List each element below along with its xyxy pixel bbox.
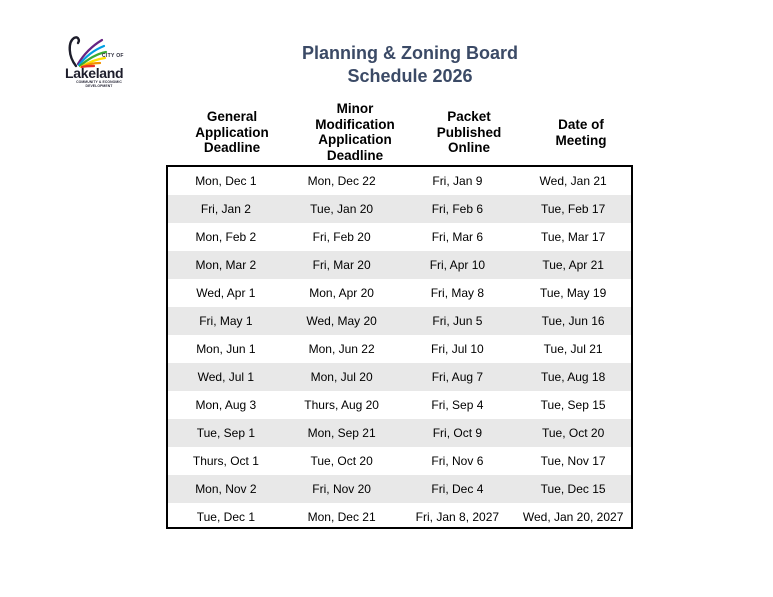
column-header-line: Minor <box>336 101 374 116</box>
table-cell: Tue, May 19 <box>539 286 607 300</box>
table-cell: Fri, Feb 20 <box>312 230 371 244</box>
column-header-line: Meeting <box>555 132 607 148</box>
table-cell: Tue, Feb 17 <box>540 202 606 216</box>
table-cell: Wed, Jul 1 <box>197 370 255 384</box>
table-row <box>168 419 631 447</box>
table-cell: Fri, Jan 2 <box>200 202 251 216</box>
table-cell: Tue, Aug 18 <box>540 370 606 384</box>
column-header-date-of-meeting <box>522 117 640 148</box>
table-cell: Fri, Mar 6 <box>431 230 484 244</box>
table-cell: Tue, Jul 21 <box>543 342 603 356</box>
column-header-line: Packet <box>447 109 491 124</box>
table-row <box>168 475 631 503</box>
table-cell: Wed, Apr 1 <box>196 286 256 300</box>
table-cell: Mon, Dec 21 <box>307 510 376 524</box>
column-header-line: Deadline <box>203 140 261 155</box>
logo-wordmark: Lakeland <box>65 65 124 81</box>
table-cell: Tue, Sep 15 <box>540 398 606 412</box>
table-row <box>168 279 631 307</box>
table-cell: Tue, Apr 21 <box>542 258 604 272</box>
table-cell: Fri, Jun 5 <box>432 314 483 328</box>
page-subtitle: Schedule 2026 <box>347 66 473 86</box>
page-title: Planning & Zoning Board <box>302 43 518 63</box>
table-cell: Mon, Dec 22 <box>307 174 376 188</box>
table-row <box>168 195 631 223</box>
table-cell: Fri, Mar 20 <box>312 258 371 272</box>
table-cell: Fri, Dec 4 <box>431 482 484 496</box>
table-cell: Mon, Jun 1 <box>196 342 256 356</box>
table-row <box>168 363 631 391</box>
table-cell: Thurs, Aug 20 <box>304 398 379 412</box>
column-header-line: Modification <box>315 116 395 132</box>
table-cell: Tue, Oct 20 <box>310 454 373 468</box>
table-cell: Mon, Mar 2 <box>195 258 257 272</box>
table-cell: Tue, Sep 1 <box>196 426 255 440</box>
table-cell: Tue, Dec 1 <box>196 510 255 524</box>
table-cell: Fri, Oct 9 <box>432 426 483 440</box>
table-cell: Fri, Feb 6 <box>431 202 484 216</box>
table-cell: Tue, Oct 20 <box>542 426 605 440</box>
table-cell: Wed, Jan 20, 2027 <box>522 510 624 524</box>
table-cell: Tue, Nov 17 <box>540 454 606 468</box>
swan-icon <box>62 34 134 68</box>
table-cell: Tue, Mar 17 <box>541 230 606 244</box>
table-row <box>168 335 631 363</box>
table-row <box>168 251 631 279</box>
table-cell: Fri, Jan 8, 2027 <box>415 510 500 524</box>
logo-city-of: CITY OF <box>102 53 124 59</box>
table-cell: Mon, Nov 2 <box>195 482 257 496</box>
table-cell: Thurs, Oct 1 <box>192 454 259 468</box>
column-header-line: Application <box>318 132 392 147</box>
column-header-line: Online <box>447 140 490 155</box>
table-cell: Tue, Jun 16 <box>541 314 605 328</box>
column-header-minor-modification-deadline <box>296 101 414 163</box>
column-header-general-application-deadline <box>173 109 291 156</box>
table-cell: Wed, Jan 21 <box>539 174 607 188</box>
column-header-packet-published-online <box>410 109 528 156</box>
table-cell: Mon, Jul 20 <box>310 370 373 384</box>
table-cell: Mon, Aug 3 <box>195 398 257 412</box>
table-row <box>168 391 631 419</box>
table-cell: Wed, May 20 <box>306 314 377 328</box>
table-cell: Tue, Jan 20 <box>310 202 374 216</box>
table-row <box>168 503 631 531</box>
table-cell: Fri, May 1 <box>199 314 253 328</box>
table-cell: Tue, Dec 15 <box>540 482 606 496</box>
column-header-line: Deadline <box>326 147 384 163</box>
table-cell: Mon, Feb 2 <box>195 230 257 244</box>
table-cell: Mon, Dec 1 <box>195 174 257 188</box>
table-cell: Fri, Nov 20 <box>312 482 371 496</box>
table-cell: Fri, Aug 7 <box>431 370 484 384</box>
column-header-line: Published <box>436 124 502 140</box>
table-cell: Mon, Apr 20 <box>309 286 374 300</box>
table-cell: Fri, May 8 <box>430 286 485 300</box>
table-cell: Fri, Sep 4 <box>431 398 484 412</box>
table-cell: Fri, Jul 10 <box>431 342 484 356</box>
table-cell: Fri, Jan 9 <box>432 174 483 188</box>
city-logo <box>62 34 134 90</box>
column-header-line: General <box>206 109 258 124</box>
table-row <box>168 307 631 335</box>
table-cell: Fri, Apr 10 <box>429 258 486 272</box>
table-cell: Fri, Nov 6 <box>431 454 484 468</box>
logo-tagline: COMMUNITY & ECONOMIC DEVELOPMENT <box>76 80 122 88</box>
table-row <box>168 223 631 251</box>
column-header-line: Application <box>195 124 269 140</box>
table-row <box>168 447 631 475</box>
column-header-line: Date of <box>558 117 604 132</box>
table-cell: Mon, Sep 21 <box>307 426 376 440</box>
schedule-table <box>166 165 633 529</box>
table-cell: Mon, Jun 22 <box>308 342 375 356</box>
table-row <box>168 167 631 195</box>
